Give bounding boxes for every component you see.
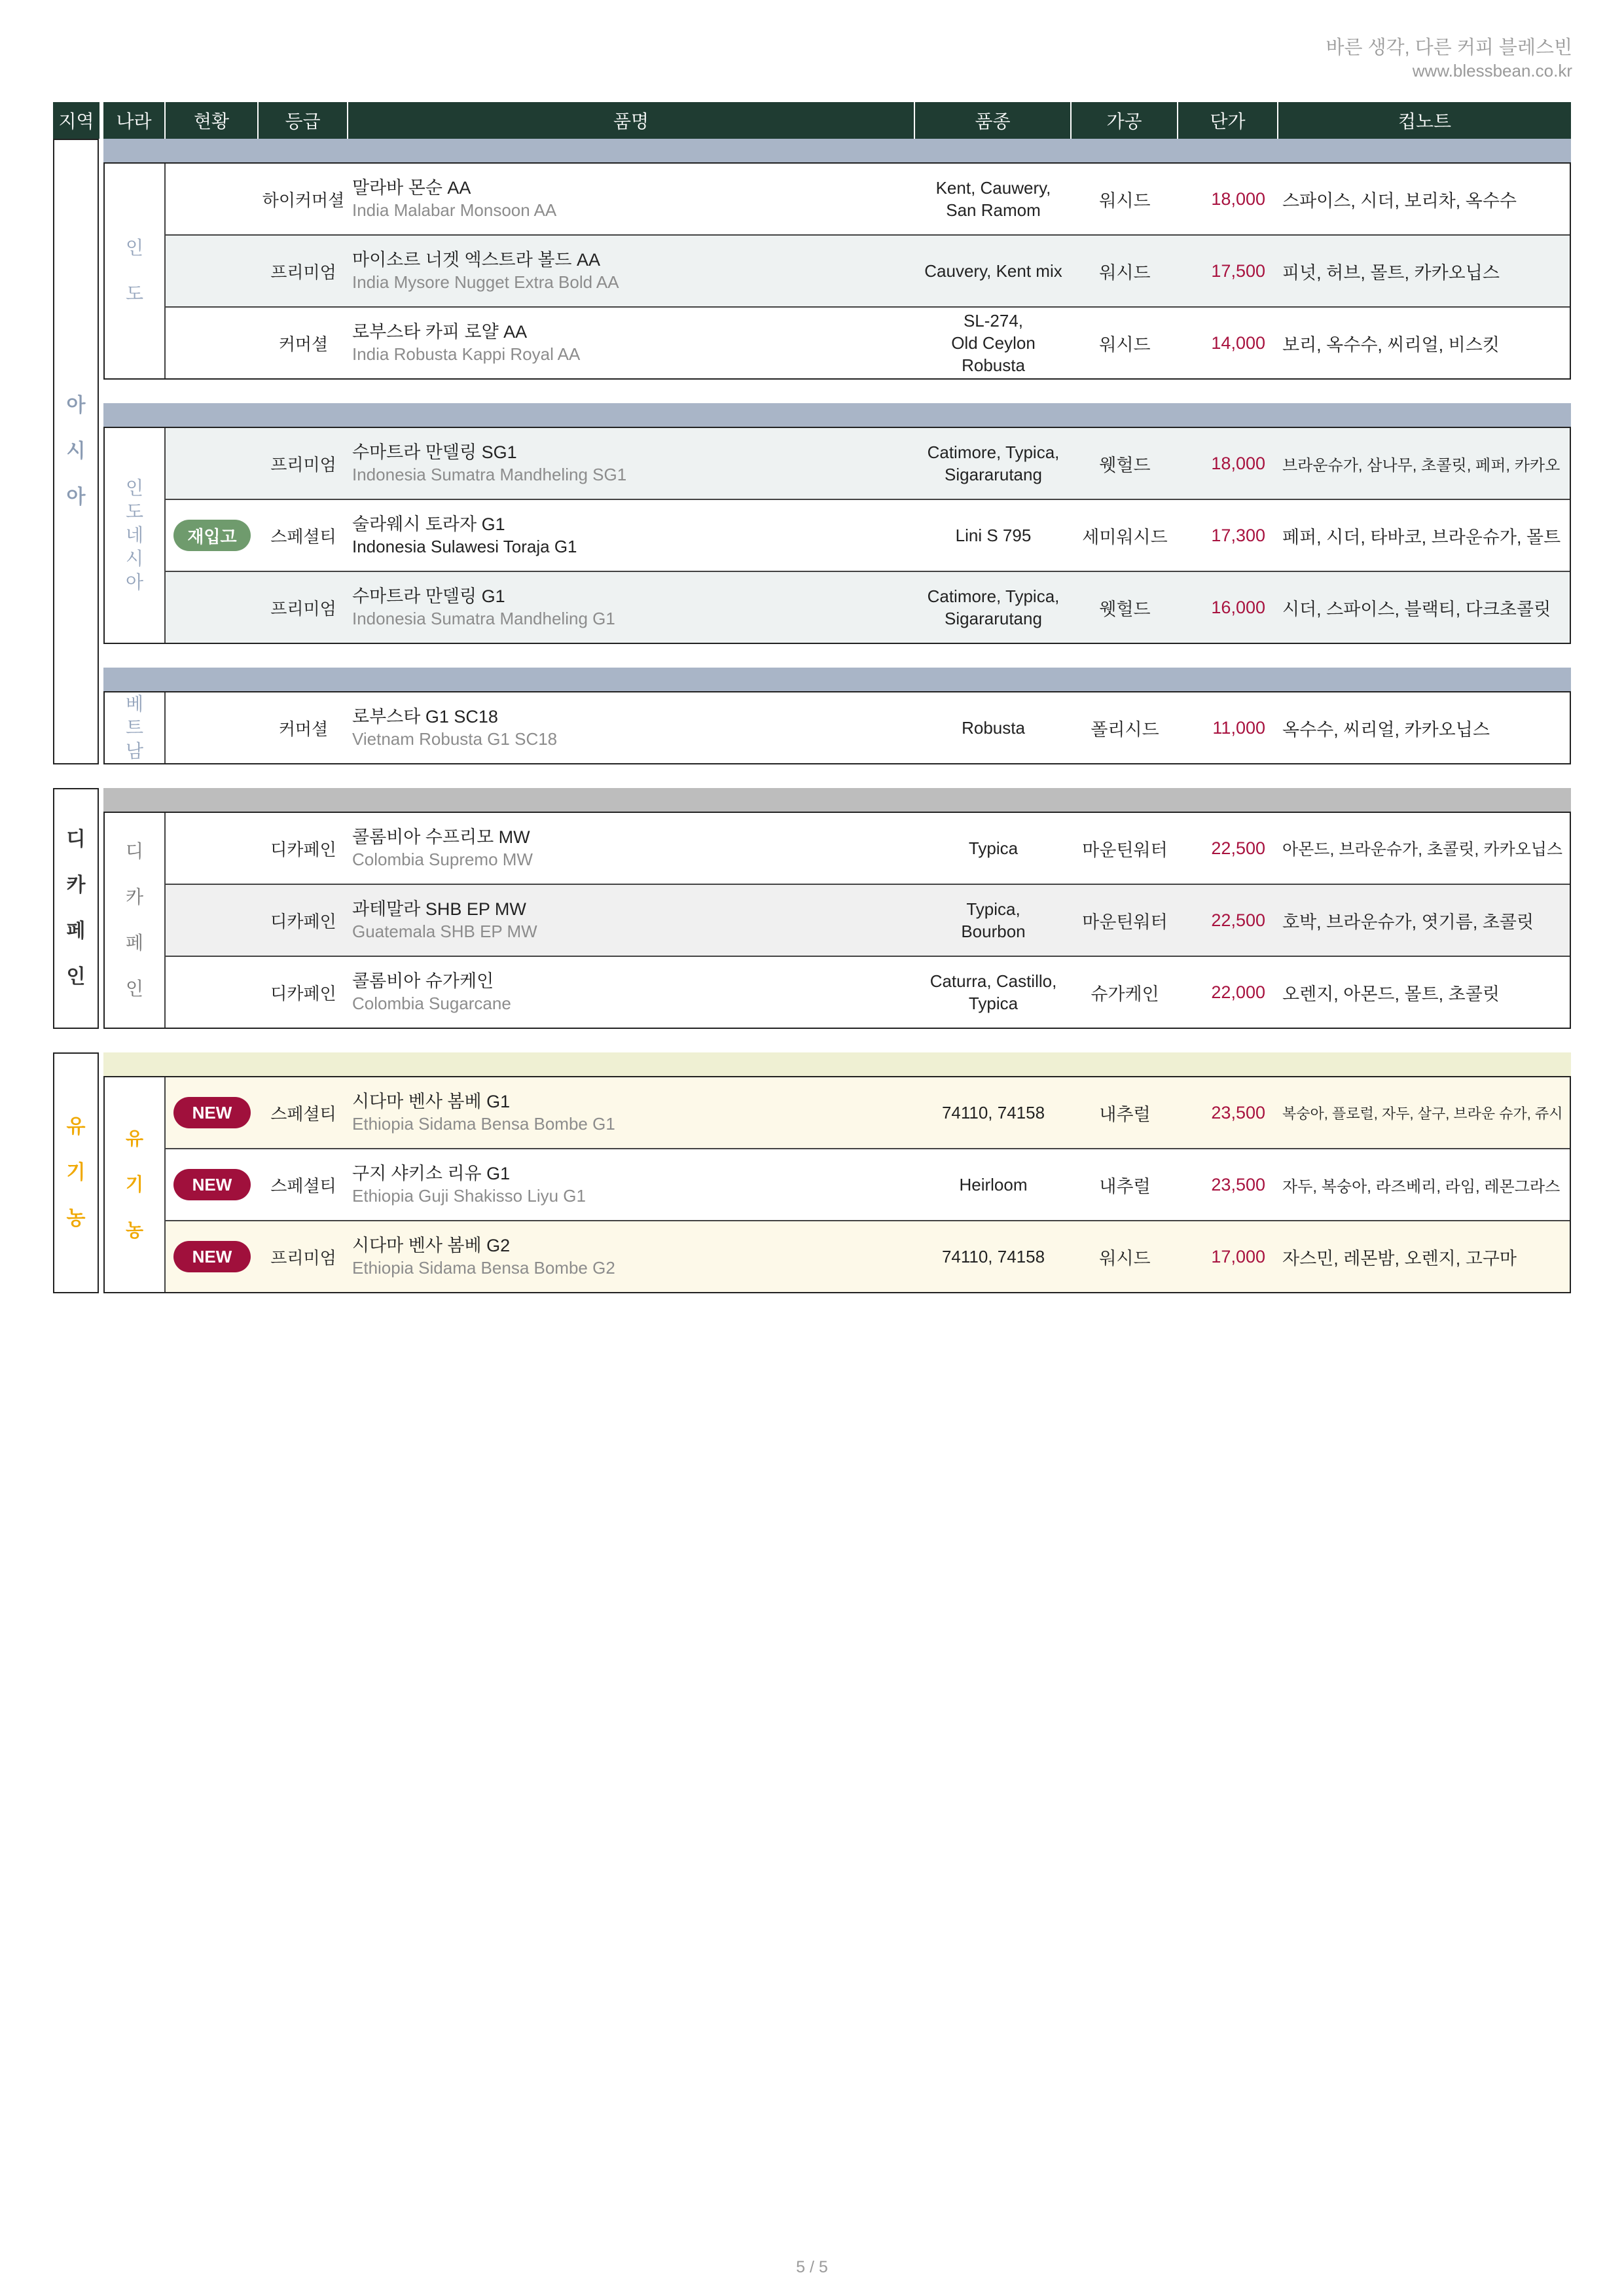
status-cell xyxy=(166,500,259,571)
country-groups xyxy=(103,788,1571,1029)
cupnote-cell: 브라운슈가, 삼나무, 초콜릿, 페퍼, 카카오 xyxy=(1282,456,1561,475)
grade-cell: 디카페인 xyxy=(270,983,336,1003)
product-rows xyxy=(166,692,1570,763)
process-cell: 내추럴 xyxy=(1099,1104,1151,1124)
region-cell xyxy=(53,1052,99,1293)
price-cell: 23,500 xyxy=(1211,1174,1265,1194)
product-name-cell xyxy=(348,164,915,234)
product-name-ko: 시다마 벤사 봄베 G1 xyxy=(352,1092,511,1111)
column-header-status: 현황 xyxy=(166,102,259,139)
region-label: 아시아 xyxy=(66,395,86,508)
grade-cell: 디카페인 xyxy=(270,839,336,859)
product-name-cell xyxy=(348,1077,915,1148)
group-header-bar xyxy=(103,788,1571,812)
grade-cell: 스페셜티 xyxy=(270,1175,336,1196)
variety-cell: 74110, 74158 xyxy=(941,1103,1045,1122)
cupnote-cell: 시더, 스파이스, 블랙티, 다크초콜릿 xyxy=(1282,599,1551,619)
country-groups xyxy=(103,139,1571,764)
variety-cell: Kent, Cauwery, San Ramom xyxy=(935,178,1051,220)
product-name-cell xyxy=(348,885,915,956)
process-cell: 워시드 xyxy=(1099,334,1151,355)
status-cell xyxy=(166,572,259,643)
table-header xyxy=(53,102,1571,139)
process-cell: 세미워시드 xyxy=(1082,527,1168,547)
status-badge: NEW xyxy=(173,1241,251,1272)
region-label: 디카페인 xyxy=(66,829,86,988)
product-rows xyxy=(166,813,1570,1028)
price-cell: 18,000 xyxy=(1211,188,1265,209)
grade-cell: 프리미엄 xyxy=(270,598,336,619)
country-label: 베트남 xyxy=(125,694,144,761)
country-label: 디카페인 xyxy=(125,841,144,999)
product-name-cell xyxy=(348,692,915,763)
group-box xyxy=(103,1076,1571,1293)
price-cell: 17,000 xyxy=(1211,1246,1265,1266)
process-cell: 슈가케인 xyxy=(1091,984,1159,1004)
status-badge: NEW xyxy=(173,1097,251,1128)
process-cell: 웻헐드 xyxy=(1099,599,1151,619)
column-header-variety: 품종 xyxy=(915,102,1072,139)
column-header-grade: 등급 xyxy=(259,102,348,139)
product-row xyxy=(166,1077,1570,1148)
product-name-ko: 시다마 벤사 봄베 G2 xyxy=(352,1236,511,1255)
product-name-en: Colombia Sugarcane xyxy=(352,994,511,1013)
price-cell: 22,500 xyxy=(1211,838,1265,858)
status-badge: 재입고 xyxy=(173,520,251,551)
country-group xyxy=(103,139,1571,380)
cupnote-cell: 피넛, 허브, 몰트, 카카오닙스 xyxy=(1282,262,1500,283)
variety-cell: Robusta xyxy=(962,718,1025,738)
country-cell xyxy=(105,428,166,643)
region-section xyxy=(53,1052,1571,1293)
variety-cell: 74110, 74158 xyxy=(941,1247,1045,1266)
group-box xyxy=(103,812,1571,1029)
product-row xyxy=(166,956,1570,1028)
product-row xyxy=(166,1148,1570,1220)
product-name-en: Ethiopia Sidama Bensa Bombe G2 xyxy=(352,1258,615,1278)
country-group xyxy=(103,403,1571,644)
country-cell xyxy=(105,164,166,378)
price-cell: 17,500 xyxy=(1211,260,1265,281)
status-badge: NEW xyxy=(173,1169,251,1200)
country-cell xyxy=(105,813,166,1028)
product-name-cell xyxy=(348,500,915,571)
status-cell xyxy=(166,428,259,499)
product-name-en: Guatemala SHB EP MW xyxy=(352,922,537,941)
product-name-cell xyxy=(348,957,915,1028)
region-cell xyxy=(53,139,99,764)
price-cell: 14,000 xyxy=(1211,332,1265,353)
column-header-process: 가공 xyxy=(1072,102,1178,139)
variety-cell: Heirloom xyxy=(959,1175,1028,1194)
brand-tagline: 바른 생각, 다른 커피 블레스빈 xyxy=(1326,37,1572,58)
variety-cell: Caturra, Castillo, Typica xyxy=(929,971,1057,1013)
process-cell: 워시드 xyxy=(1099,190,1151,211)
product-name-cell xyxy=(348,1149,915,1220)
status-cell xyxy=(166,957,259,1028)
country-cell xyxy=(105,692,166,763)
product-row xyxy=(166,692,1570,763)
grade-cell: 프리미엄 xyxy=(270,454,336,475)
product-row xyxy=(166,428,1570,499)
status-cell xyxy=(166,692,259,763)
product-name-ko: 콜롬비아 수프리모 MW xyxy=(352,827,530,847)
country-group xyxy=(103,668,1571,764)
price-cell: 16,000 xyxy=(1211,597,1265,617)
country-group xyxy=(103,1052,1571,1293)
column-header-region: 지역 xyxy=(53,102,103,139)
grade-cell: 디카페인 xyxy=(270,911,336,931)
status-cell xyxy=(166,236,259,306)
process-cell: 폴리시드 xyxy=(1091,719,1159,740)
price-cell: 22,000 xyxy=(1211,982,1265,1002)
cupnote-cell: 옥수수, 씨리얼, 카카오닙스 xyxy=(1282,719,1490,740)
cupnote-cell: 복숭아, 플로럴, 자두, 살구, 브라운 슈가, 쥬시 xyxy=(1282,1105,1563,1122)
column-header-name: 품명 xyxy=(348,102,915,139)
product-name-ko: 구지 샤키소 리유 G1 xyxy=(352,1164,511,1183)
country-label: 인도네시아 xyxy=(125,478,144,592)
group-header-bar xyxy=(103,1052,1571,1076)
group-box xyxy=(103,427,1571,644)
process-cell: 워시드 xyxy=(1099,1248,1151,1268)
cupnote-cell: 자두, 복숭아, 라즈베리, 라임, 레몬그라스 xyxy=(1282,1177,1561,1196)
price-list-table xyxy=(53,102,1571,1293)
product-name-ko: 로부스타 G1 SC18 xyxy=(352,707,498,726)
product-row xyxy=(166,571,1570,643)
table-body xyxy=(53,139,1571,1293)
price-cell: 11,000 xyxy=(1212,717,1265,738)
cupnote-cell: 아몬드, 브라운슈가, 초콜릿, 카카오닙스 xyxy=(1282,840,1563,859)
group-header-bar xyxy=(103,403,1571,427)
variety-cell: Cauvery, Kent mix xyxy=(924,261,1062,281)
grade-cell: 커머셜 xyxy=(278,334,329,354)
column-header-price: 단가 xyxy=(1178,102,1278,139)
grade-cell: 스페셜티 xyxy=(270,1103,336,1124)
product-name-cell xyxy=(348,813,915,884)
product-name-ko: 과테말라 SHB EP MW xyxy=(352,899,526,919)
product-name-ko: 술라웨시 토라자 G1 xyxy=(352,514,505,534)
variety-cell: Catimore, Typica, Sigararutang xyxy=(927,442,1060,484)
status-cell xyxy=(166,308,259,378)
status-cell xyxy=(166,1221,259,1292)
region-cell xyxy=(53,788,99,1029)
variety-cell: Typica xyxy=(968,838,1019,858)
product-name-ko: 로부스타 카피 로얄 AA xyxy=(352,322,528,342)
variety-cell: Typica, Bourbon xyxy=(961,899,1026,941)
region-section xyxy=(53,139,1571,764)
process-cell: 웻헐드 xyxy=(1099,455,1151,475)
product-row xyxy=(166,1220,1570,1292)
grade-cell: 프리미엄 xyxy=(270,1247,336,1268)
status-cell xyxy=(166,164,259,234)
product-row xyxy=(166,164,1570,234)
process-cell: 마운틴워터 xyxy=(1082,840,1168,860)
process-cell: 마운틴워터 xyxy=(1082,912,1168,932)
price-cell: 23,500 xyxy=(1211,1102,1265,1122)
grade-cell: 스페셜티 xyxy=(270,526,336,547)
product-name-en: Indonesia Sumatra Mandheling SG1 xyxy=(352,465,627,484)
product-name-en: Indonesia Sulawesi Toraja G1 xyxy=(352,537,577,556)
product-row xyxy=(166,306,1570,378)
cupnote-cell: 보리, 옥수수, 씨리얼, 비스킷 xyxy=(1282,334,1500,355)
status-cell xyxy=(166,1077,259,1148)
product-name-cell xyxy=(348,308,915,378)
product-row xyxy=(166,499,1570,571)
product-name-en: Ethiopia Sidama Bensa Bombe G1 xyxy=(352,1114,615,1134)
country-group xyxy=(103,788,1571,1029)
group-header-bar xyxy=(103,668,1571,691)
product-name-ko: 콜롬비아 슈가케인 xyxy=(352,971,494,991)
product-name-ko: 수마트라 만델링 SG1 xyxy=(352,442,517,462)
product-row xyxy=(166,884,1570,956)
grade-cell: 커머셜 xyxy=(278,719,329,739)
status-cell xyxy=(166,1149,259,1220)
product-name-cell xyxy=(348,428,915,499)
grade-cell: 하이커머셜 xyxy=(262,190,345,210)
region-section xyxy=(53,788,1571,1029)
column-header-cupnote: 컵노트 xyxy=(1398,111,1452,132)
grade-cell: 프리미엄 xyxy=(270,262,336,282)
country-label: 인도 xyxy=(125,238,144,304)
product-rows xyxy=(166,1077,1570,1292)
country-label: 유기농 xyxy=(125,1128,144,1240)
product-name-cell xyxy=(348,1221,915,1292)
variety-cell: SL-274, Old Ceylon Robusta xyxy=(951,311,1036,375)
product-name-en: Vietnam Robusta G1 SC18 xyxy=(352,729,558,749)
variety-cell: Lini S 795 xyxy=(955,526,1032,545)
cupnote-cell: 스파이스, 시더, 보리차, 옥수수 xyxy=(1282,190,1517,211)
product-name-ko: 마이소르 너겟 엑스트라 볼드 AA xyxy=(352,250,601,270)
country-groups xyxy=(103,1052,1571,1293)
column-header-country: 나라 xyxy=(103,102,166,139)
cupnote-cell: 페퍼, 시더, 타바코, 브라운슈가, 몰트 xyxy=(1282,527,1561,547)
process-cell: 워시드 xyxy=(1099,262,1151,283)
product-name-en: India Mysore Nugget Extra Bold AA xyxy=(352,272,619,292)
product-name-ko: 수마트라 만델링 G1 xyxy=(352,586,505,606)
product-name-en: Colombia Supremo MW xyxy=(352,850,533,869)
page-number: 5 / 5 xyxy=(796,2258,828,2276)
product-name-cell xyxy=(348,572,915,643)
group-box xyxy=(103,691,1571,764)
price-cell: 18,000 xyxy=(1211,453,1265,473)
cupnote-cell: 오렌지, 아몬드, 몰트, 초콜릿 xyxy=(1282,984,1500,1004)
product-name-cell xyxy=(348,236,915,306)
product-name-ko: 말라바 몬순 AA xyxy=(352,178,471,198)
process-cell: 내추럴 xyxy=(1099,1176,1151,1196)
status-cell xyxy=(166,813,259,884)
country-cell xyxy=(105,1077,166,1292)
website-url: www.blessbean.co.kr xyxy=(1412,61,1572,81)
group-header-bar xyxy=(103,139,1571,162)
product-name-en: India Robusta Kappi Royal AA xyxy=(352,344,581,364)
group-box xyxy=(103,162,1571,380)
cupnote-cell: 호박, 브라운슈가, 엿기름, 초콜릿 xyxy=(1282,912,1534,932)
product-name-en: Ethiopia Guji Shakisso Liyu G1 xyxy=(352,1186,586,1206)
product-row xyxy=(166,813,1570,884)
region-label: 유기농 xyxy=(66,1116,86,1229)
status-cell xyxy=(166,885,259,956)
variety-cell: Catimore, Typica, Sigararutang xyxy=(927,586,1060,628)
product-name-en: Indonesia Sumatra Mandheling G1 xyxy=(352,609,615,628)
price-cell: 17,300 xyxy=(1211,525,1265,545)
product-row xyxy=(166,234,1570,306)
price-cell: 22,500 xyxy=(1211,910,1265,930)
product-name-en: India Malabar Monsoon AA xyxy=(352,200,557,220)
product-rows xyxy=(166,428,1570,643)
cupnote-cell: 자스민, 레몬밤, 오렌지, 고구마 xyxy=(1282,1248,1517,1268)
product-rows xyxy=(166,164,1570,378)
